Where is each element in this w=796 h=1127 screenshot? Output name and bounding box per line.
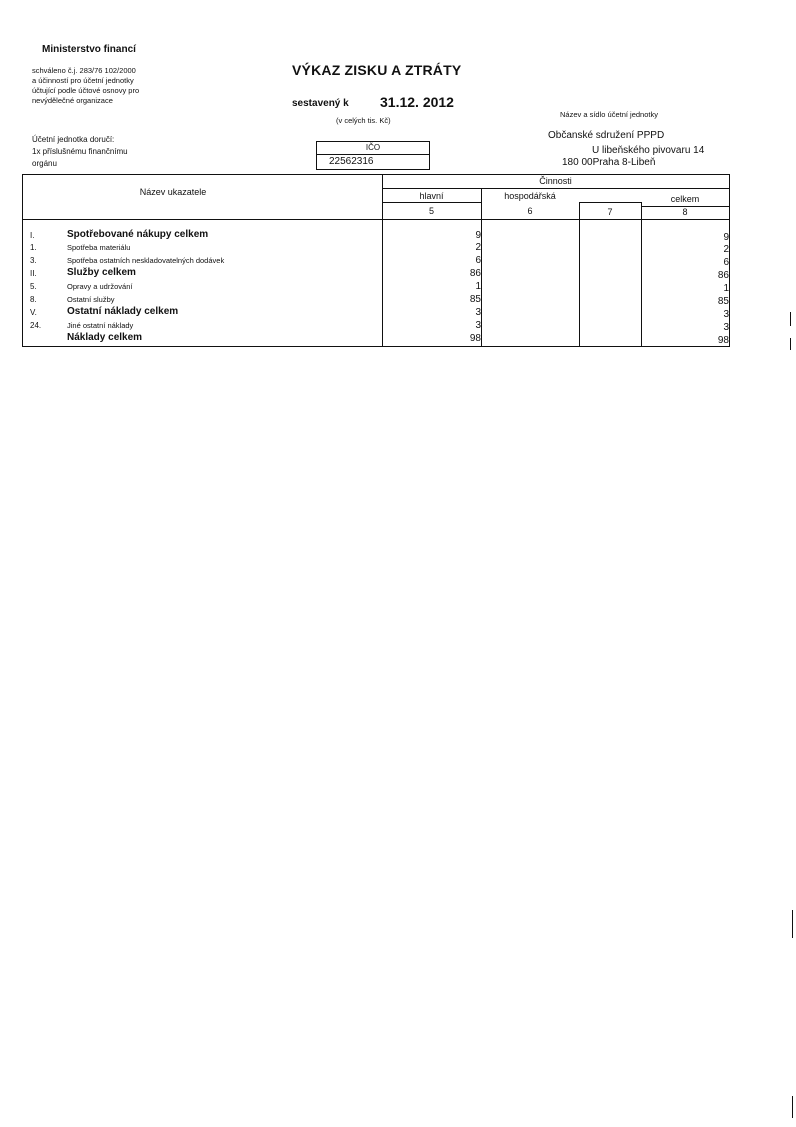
- row-number: II.: [30, 269, 37, 278]
- row-value-main: 9: [475, 230, 481, 241]
- ico-divider: [317, 154, 429, 155]
- row-value-total: 2: [723, 244, 729, 255]
- scan-mark: [790, 312, 791, 326]
- row-number: 8.: [30, 295, 37, 304]
- row-value-main: 3: [475, 320, 481, 331]
- activities-header: Činnosti: [539, 176, 572, 186]
- table-row-total: [23, 333, 729, 344]
- row-value-main: 1: [475, 281, 481, 292]
- compiled-label: sestavený k: [292, 98, 349, 109]
- row-value-total: 3: [723, 322, 729, 333]
- report-title: VÝKAZ ZISKU A ZTRÁTY: [292, 62, 462, 78]
- header-divider: [579, 202, 641, 203]
- header-divider: [382, 188, 729, 189]
- row-label: Náklady celkem: [67, 332, 143, 343]
- table-row: [23, 230, 729, 241]
- approval-line: účtující podle účtové osnovy pro: [32, 86, 140, 95]
- units-note: (v celých tis. Kč): [336, 116, 391, 125]
- table-row: [23, 294, 729, 305]
- entity-city: 180 00Praha 8-Libeň: [562, 157, 656, 168]
- row-number: 24.: [30, 321, 42, 330]
- col-number: 8: [682, 207, 688, 217]
- row-number: V.: [30, 308, 37, 317]
- entity-name: Občanské sdružení PPPD: [548, 130, 665, 141]
- income-statement-table: [22, 174, 730, 347]
- table-row: [23, 242, 729, 253]
- row-value-total: 85: [717, 296, 729, 307]
- delivery-note: [32, 134, 128, 170]
- approval-line: nevýdělečné organizace: [32, 96, 113, 105]
- table-row: [23, 281, 729, 292]
- approval-text: [32, 66, 139, 106]
- ico-box: [316, 141, 430, 170]
- approval-line: a účinností pro účetní jednotky: [32, 76, 134, 85]
- delivery-line: Účetní jednotka doručí:: [32, 135, 115, 144]
- col-number: 6: [527, 206, 533, 216]
- row-value-total: 86: [717, 270, 729, 281]
- row-number: 1.: [30, 243, 37, 252]
- ico-label: IČO: [365, 143, 381, 152]
- row-value-main: 86: [469, 268, 481, 279]
- row-value-main: 2: [475, 242, 481, 253]
- col-main-header: hlavní: [419, 191, 444, 201]
- col-total-header: celkem: [670, 194, 700, 204]
- entity-street: U libeňského pivovaru 14: [592, 145, 705, 156]
- row-value-main: 85: [469, 294, 481, 305]
- row-number: 3.: [30, 256, 37, 265]
- row-label: Jiné ostatní náklady: [67, 321, 134, 330]
- table-row: [23, 268, 729, 279]
- row-number: I.: [30, 231, 35, 240]
- approval-line: schváleno č.j. 283/76 102/2000: [32, 66, 136, 75]
- row-value-main: 6: [475, 255, 481, 266]
- row-value-total: 98: [717, 335, 729, 346]
- col-name-header: Název ukazatele: [139, 187, 207, 197]
- row-value-total: 9: [723, 232, 729, 243]
- delivery-line: orgánu: [32, 159, 57, 168]
- scan-mark: [792, 1096, 793, 1118]
- row-label: Spotřeba materiálu: [67, 243, 131, 252]
- row-number: 5.: [30, 282, 37, 291]
- col-number: 7: [607, 207, 613, 217]
- scan-mark: [792, 910, 793, 938]
- row-value-main: 3: [475, 307, 481, 318]
- row-value-main: 98: [469, 333, 481, 344]
- row-value-total: 6: [723, 257, 729, 268]
- header-bottom-line: [23, 219, 729, 220]
- compiled-date: 31.12. 2012: [380, 94, 454, 110]
- header-divider: [382, 202, 481, 203]
- row-label: Opravy a udržování: [67, 282, 133, 291]
- table-row: [23, 307, 729, 318]
- row-value-total: 1: [723, 283, 729, 294]
- col-number: 5: [428, 206, 434, 216]
- row-label: Ostatní služby: [67, 295, 115, 304]
- row-label: Služby celkem: [67, 267, 136, 278]
- entity-header: Název a sídlo účetní jednotky: [560, 110, 658, 119]
- col-economic-header: hospodářská: [504, 191, 556, 201]
- ico-value: 22562316: [329, 156, 374, 167]
- ministry-name: Ministerstvo financí: [42, 44, 136, 55]
- row-label: Spotřebované nákupy celkem: [67, 229, 209, 240]
- row-label: Ostatní náklady celkem: [67, 306, 179, 317]
- row-value-total: 3: [723, 309, 729, 320]
- table-row: [23, 255, 729, 266]
- delivery-line: 1x příslušnému finančnímu: [32, 147, 128, 156]
- table-row: [23, 320, 729, 331]
- row-label: Spotřeba ostatních neskladovatelných dodávek: [67, 256, 225, 265]
- scan-mark: [790, 338, 791, 350]
